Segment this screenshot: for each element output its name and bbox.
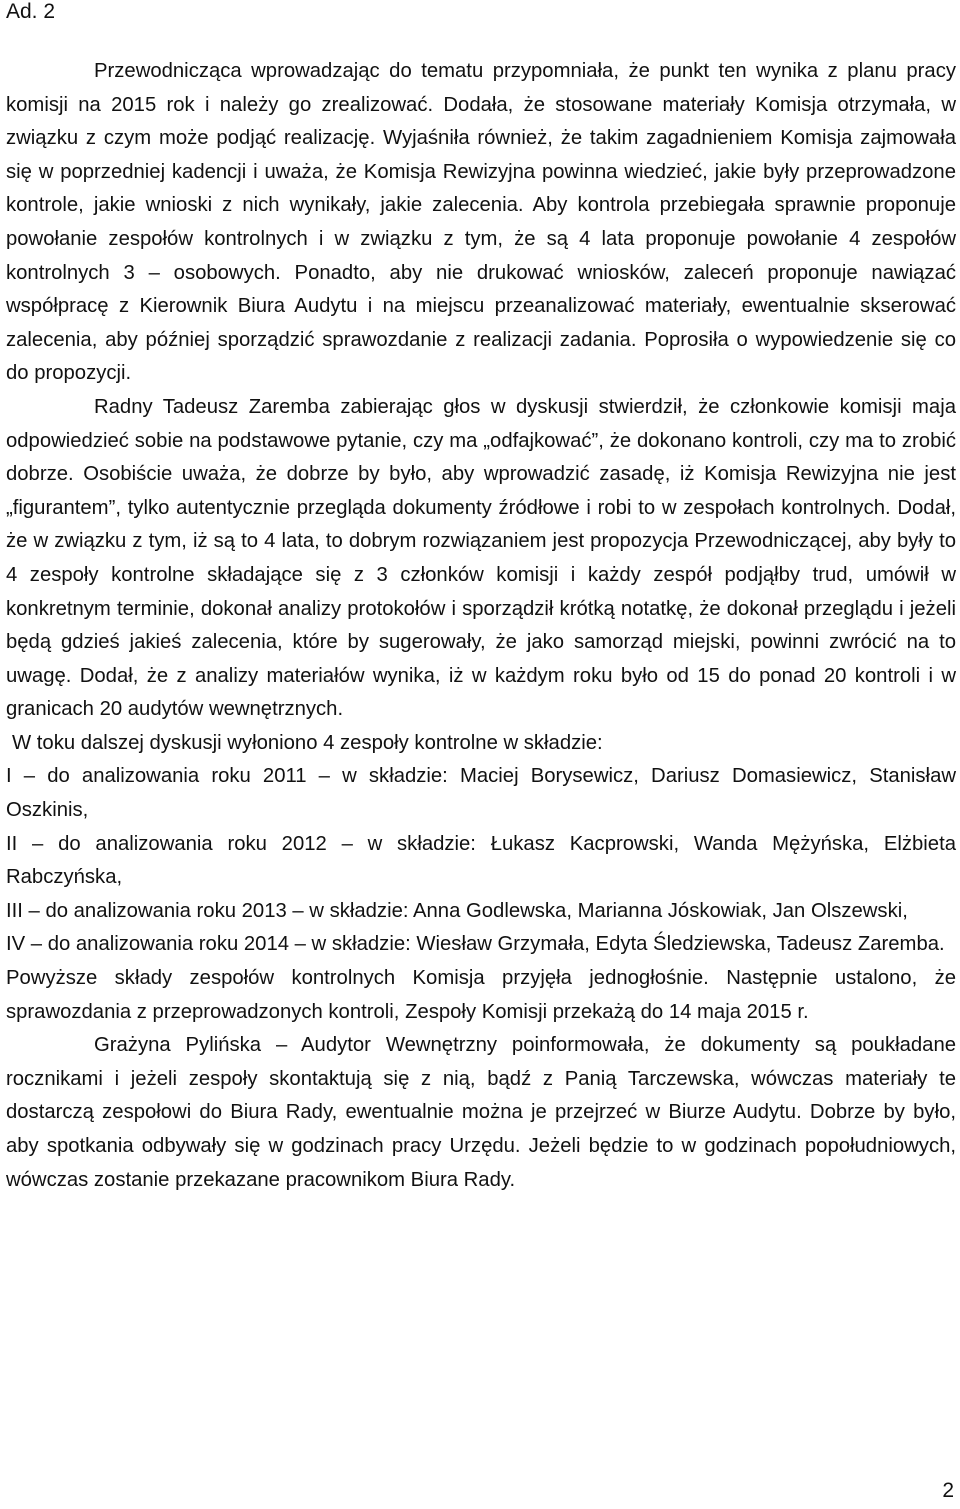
section-heading: Ad. 2 [6,0,56,23]
list-item-team-2: II – do analizowania roku 2012 – w składzie: Łukasz Kacprowski, Wanda Mężyńska, Elżbieta Rabczyńska, [6,832,956,889]
page-number: 2 [942,1479,954,1502]
list-item-team-4: IV – do analizowania roku 2014 – w składzie: Wiesław Grzymała, Edyta Śledziewska, Tadeusz Zaremba. [6,933,945,956]
document-page [6,0,956,1197]
list-item-team-1: I – do analizowania roku 2011 – w składzie: Maciej Borysewicz, Dariusz Domasiewicz, Stanisław Oszkinis, [6,765,956,822]
paragraph-approval: Powyższe składy zespołów kontrolnych Komisja przyjęła jednogłośnie. Następnie ustalono, że sprawozdania z przeprowadzonych kontroli, Zespoły Komisji przekażą do 14 maja 2015 r. [6,967,956,1023]
paragraph-zaremba-statement: Radny Tadeusz Zaremba zabierając głos w dyskusji stwierdził, że członkowie komisji maja odpowiedzieć sobie na podstawowe pytanie, czy ma „odfajkować”, że dokonano kontroli, czy ma to zrobić dobrze. Osobiście uważa, że dobrze by było, aby wprowadzić zasadę, iż Komisja Rewizyjna nie jest „figurantem”, tylko autentycznie przegląda dokumenty źródłowe i robi to w zespołach kontrolnych. Dodał, że w związku z tym, iż są to 4 lata, to dobrym rozwiązaniem jest propozycja Przewodniczącej, aby były to 4 zespoły kontrolne składające się z 3 członków komisji i każdy zespół podjąłby trud, umówił w konkretnym terminie, dokonał analizy protokołów i sporządził krótką notatkę, że dokonał przeglądu i jeżeli będą gdzieś jakieś zalecenia, które by sugerowały, że jako samorząd miejski, powinni zwrócić na to uwagę. Dodał, że z analizy materiałów wynika, iż w każdym roku było od 15 do ponad 20 kontroli i w granicach 20 audytów wewnętrznych. [6,395,956,721]
paragraph-teams-intro: W toku dalszej dyskusji wyłoniono 4 zespoły kontrolne w składzie: [12,731,603,754]
list-item-team-3: III – do analizowania roku 2013 – w składzie: Anna Godlewska, Marianna Jóskowiak, Jan Olszewski, [6,899,908,922]
paragraph-auditor-statement: Grażyna Pylińska – Audytor Wewnętrzny poinformowała, że dokumenty są poukładane rocznikami i jeżeli zespoły skontaktują się z nią, bądź z Panią Tarczewska, wówczas materiały te dostarczą zespołowi do Biura Rady, ewentualnie można je przejrzeć w Biurze Audytu. Dobrze by było, aby spotkania odbywały się w godzinach pracy Urzędu. Jeżeli będzie to w godzinach popołudniowych, wówczas zostanie przekazane pracownikom Biura Rady. [6,1034,956,1191]
paragraph-chair-intro: Przewodnicząca wprowadzając do tematu przypomniała, że punkt ten wynika z planu pracy komisji na 2015 rok i należy go zrealizować. Dodała, że stosowane materiały Komisja otrzymała, w związku z czym może podjąć realizację. Wyjaśniła również, że takim zagadnieniem Komisja zajmowała się w poprzedniej kadencji i uważa, że Komisja Rewizyjna powinna wiedzieć, jakie były przeprowadzone kontrole, jakie wnioski z nich wynikały, jakie zalecenia. Aby kontrola przebiegała sprawnie proponuje powołanie zespołów kontrolnych i w związku z tym, że są 4 lata proponuje powołanie 4 zespołów kontrolnych 3 – osobowych. Ponadto, aby nie drukować wniosków, zaleceń proponuje nawiązać współpracę z Kierownik Biura Audytu i na miejscu przeanalizować materiały, ewentualnie skserować zalecenia, aby później sporządzić sprawozdanie z realizacji zadania. Poprosiła o wypowiedzenie się co do propozycji. [6,60,956,385]
